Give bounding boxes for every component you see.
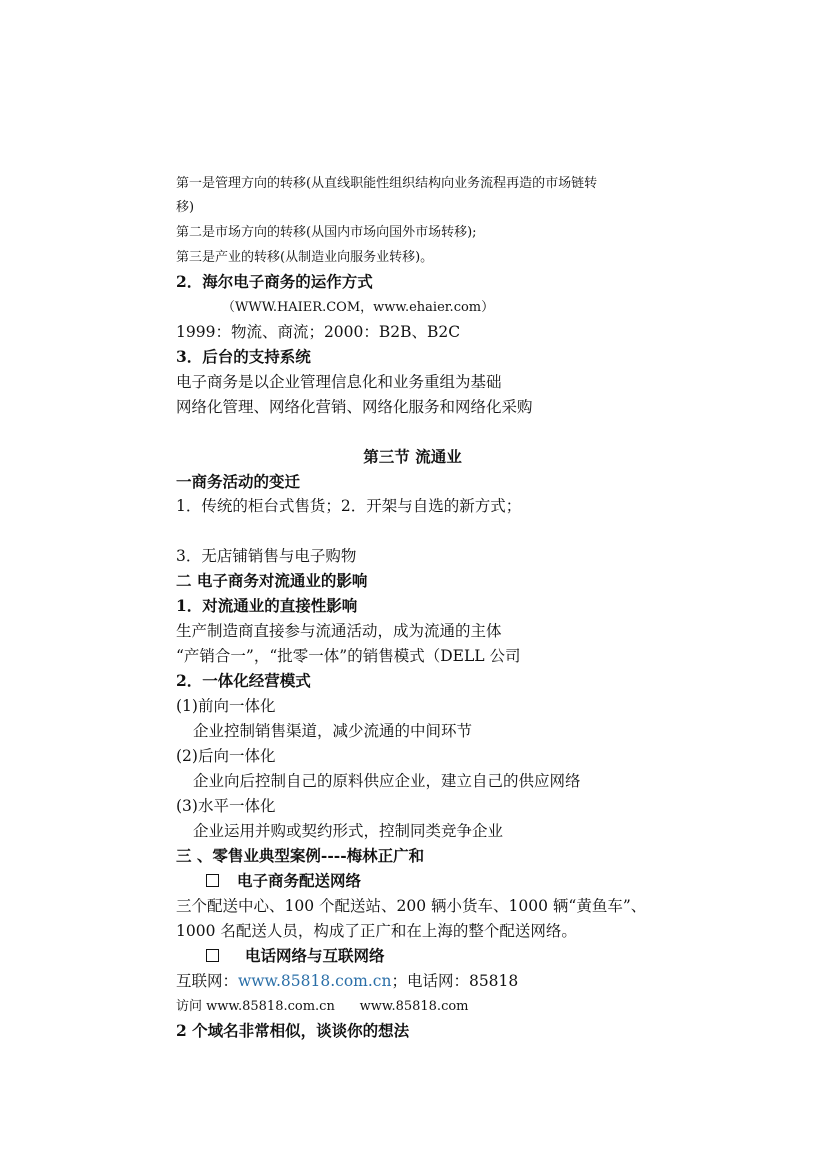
text-line: 1．传统的柜台式售货；2．开架与自选的新方式； <box>176 497 522 515</box>
text-line: 1999：物流、商流；2000：B2B、B2C <box>176 323 461 341</box>
text-line: 网络化管理、网络化营销、网络化服务和网络化采购 <box>176 398 533 416</box>
heading: 3．后台的支持系统 <box>176 347 311 366</box>
text-line: 3．无店铺销售与电子购物 <box>176 547 357 565</box>
section-title: 第三节 流通业 <box>363 447 462 466</box>
website-link[interactable]: www.85818.com.cn <box>238 972 392 990</box>
bullet-label: 电话网络与互联网络 <box>245 946 385 965</box>
text-line: 企业控制销售渠道，减少流通的中间环节 <box>193 722 473 740</box>
bullet-label: 电子商务配送网络 <box>237 871 362 890</box>
checkbox-bullet-icon <box>206 949 219 962</box>
heading: 2 个域名非常相似，谈谈你的想法 <box>176 1021 410 1040</box>
checkbox-bullet-icon <box>206 874 219 887</box>
text-line: 1000 名配送人员，构成了正广和在上海的整个配送网络。 <box>176 922 577 940</box>
text-line: (1)前向一体化 <box>176 697 276 715</box>
text-line: 移) <box>176 200 195 215</box>
heading: 2．海尔电子商务的运作方式 <box>176 272 373 291</box>
text-line: 第三是产业的转移(从制造业向服务业转移)。 <box>176 250 434 265</box>
text-line: 电子商务是以企业管理信息化和业务重组为基础 <box>176 373 502 391</box>
text-line: “产销合一”，“批零一体”的销售模式（DELL 公司 <box>176 647 521 665</box>
label-phone: ；电话网：85818 <box>391 972 519 990</box>
text-line: 访问 www.85818.com.cn www.85818.com <box>176 999 469 1014</box>
text-line: 企业运用并购或契约形式，控制同类竞争企业 <box>193 822 504 840</box>
heading: 三 、零售业典型案例----梅林正广和 <box>176 846 425 865</box>
heading: 二 电子商务对流通业的影响 <box>176 571 368 590</box>
text-line: 第二是市场方向的转移(从国内市场向国外市场转移); <box>176 225 477 240</box>
heading: 2．一体化经营模式 <box>176 671 311 690</box>
text-line: 生产制造商直接参与流通活动，成为流通的主体 <box>176 622 502 640</box>
heading: 1．对流通业的直接性影响 <box>176 596 358 615</box>
text-line: 三个配送中心、100 个配送站、200 辆小货车、1000 辆“黄鱼车”、 <box>176 897 647 915</box>
bullet-heading <box>206 869 361 891</box>
text-line: 第一是管理方向的转移(从直线职能性组织结构向业务流程再造的市场链转 <box>176 176 598 191</box>
text-line: (2)后向一体化 <box>176 747 276 765</box>
heading: 一商务活动的变迁 <box>176 472 301 491</box>
text-line: 企业向后控制自己的原料供应企业，建立自己的供应网络 <box>193 772 581 790</box>
text-line: (3)水平一体化 <box>176 797 276 815</box>
label-internet: 互联网： <box>176 972 239 990</box>
text-line <box>176 969 518 991</box>
bullet-heading <box>206 944 385 966</box>
text-line: （WWW.HAIER.COM，www.ehaier.com） <box>222 300 495 315</box>
